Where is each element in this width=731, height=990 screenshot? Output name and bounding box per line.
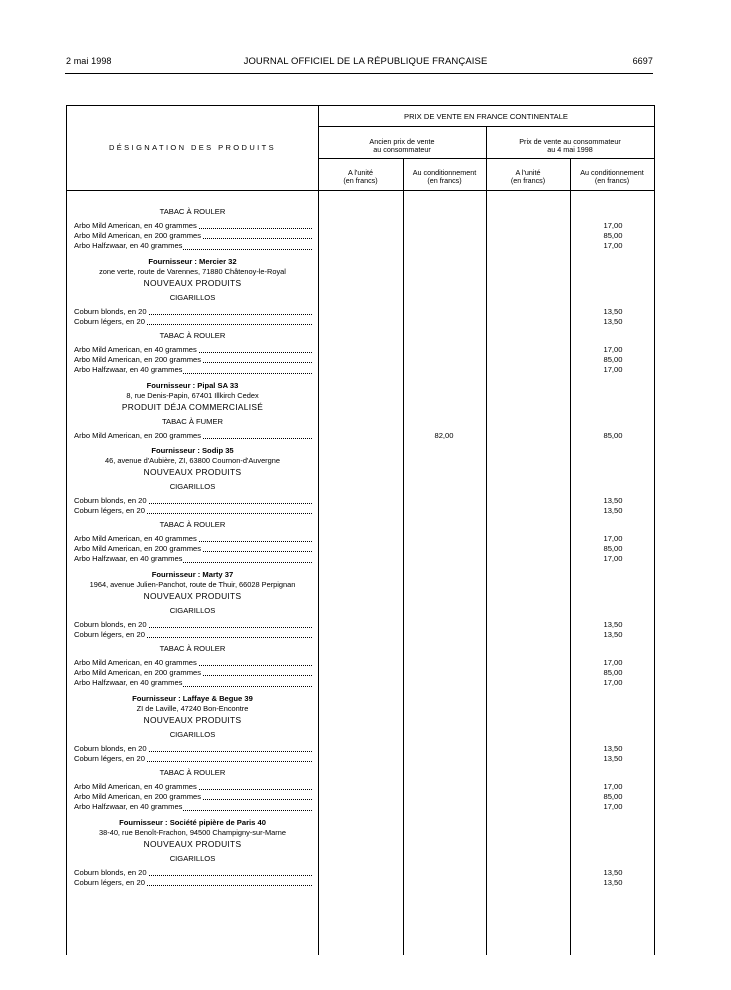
supplier-address-text: 8, rue Denis-Papin, 67401 Illkirch Cedex [126, 390, 259, 400]
supplier-address-text: 38-40, rue Benoît-Frachon, 94500 Champigny-sur-Marne [99, 827, 286, 837]
category-heading [67, 764, 654, 782]
product-label: Arbo Mild American, en 200 grammes [74, 668, 202, 678]
product-row [67, 345, 654, 355]
product-row [67, 365, 654, 375]
cond-line2: (en francs) [427, 176, 462, 185]
new-price-value: 13,50 [603, 629, 623, 639]
product-row [67, 231, 654, 241]
new-price-value: 17,00 [603, 365, 623, 375]
section-heading-text: NOUVEAUX PRODUITS [143, 466, 242, 477]
category-heading-text: CIGARILLOS [169, 481, 216, 491]
product-row [67, 782, 654, 792]
section-heading [67, 590, 654, 602]
product-row [67, 868, 654, 878]
section-heading [67, 838, 654, 850]
header-rule [318, 126, 654, 127]
product-label: Coburn légers, en 20 [74, 316, 145, 326]
cond-line1: Au conditionnement [412, 168, 477, 177]
product-row [67, 534, 654, 544]
ancien-prix-header [318, 138, 486, 154]
category-heading-text: CIGARILLOS [169, 853, 216, 863]
product-label: Arbo Mild American, en 40 grammes [74, 658, 197, 667]
category-heading [67, 203, 654, 221]
cond2-line2: (en francs) [594, 176, 630, 185]
product-label: Arbo Mild American, en 40 grammes [74, 781, 197, 791]
product-row [67, 355, 654, 365]
category-heading [67, 413, 654, 431]
category-heading-text: TABAC À ROULER [159, 207, 226, 216]
unite-line2: (en francs) [343, 176, 378, 185]
unite2-line1: A l'unité [515, 168, 541, 177]
supplier-address [67, 391, 654, 401]
page-date: 2 mai 1998 [66, 56, 112, 66]
product-label: Coburn légers, en 20 [74, 753, 145, 763]
header-rule [67, 190, 654, 191]
product-label: Arbo Mild American, en 40 grammes [74, 344, 197, 354]
section-heading [67, 277, 654, 289]
supplier-name [67, 441, 654, 456]
new-price-value: 17,00 [603, 241, 623, 251]
product-row [67, 221, 654, 231]
product-label: Arbo Halfzwaar, en 40 grammes [74, 802, 183, 812]
journal-title: JOURNAL OFFICIEL DE LA RÉPUBLIQUE FRANÇAISE [243, 56, 488, 67]
ancien-line1: Ancien prix de vente [369, 137, 435, 146]
product-label: Coburn blonds, en 20 [74, 306, 147, 316]
new-price-value: 17,00 [603, 534, 623, 544]
new-price-value: 13,50 [603, 619, 623, 629]
product-row [67, 554, 654, 564]
new-price-value: 85,00 [603, 544, 623, 554]
product-label: Arbo Halfzwaar, en 40 grammes [74, 678, 183, 688]
old-price-value: 82,00 [434, 430, 454, 440]
header-rule [318, 158, 654, 159]
product-label: Arbo Halfzwaar, en 40 grammes [74, 554, 183, 564]
new-price-value: 13,50 [603, 505, 623, 515]
category-heading [67, 726, 654, 744]
new-price-value: 17,00 [603, 221, 623, 230]
product-row [67, 658, 654, 668]
category-heading [67, 478, 654, 496]
nouveau-line2: au 4 mai 1998 [547, 145, 593, 154]
new-price-value: 13,50 [603, 306, 623, 316]
section-heading [67, 714, 654, 726]
product-label: Coburn légers, en 20 [74, 505, 145, 515]
supplier-address-text: 46, avenue d'Aubière, ZI, 63800 Cournon-d'Auvergne [105, 455, 280, 465]
supplier-name-text: Fournisseur : Marty 37 [151, 569, 234, 579]
product-row [67, 878, 654, 888]
supplier-name [67, 376, 654, 391]
new-price-value: 13,50 [603, 495, 623, 505]
category-heading-text: TABAC À ROULER [159, 767, 226, 777]
supplier-address [67, 704, 654, 714]
supplier-address-text: zone verte, route de Varennes, 71880 Châtenoy-le-Royal [99, 266, 286, 276]
product-row [67, 630, 654, 640]
supplier-name-text: Fournisseur : Société pipière de Paris 40 [119, 817, 266, 827]
header-rule [65, 73, 653, 74]
unite-header-new [486, 169, 570, 185]
product-label: Coburn blonds, en 20 [74, 743, 147, 753]
unite-line1: A l'unité [348, 168, 373, 177]
supplier-address-text: ZI de Laville, 47240 Bon-Encontre [136, 703, 249, 713]
new-price-value: 17,00 [603, 554, 623, 564]
table-body [67, 203, 654, 888]
category-heading-text: TABAC À ROULER [159, 644, 226, 653]
product-row [67, 668, 654, 678]
supplier-address [67, 267, 654, 277]
product-label: Coburn blonds, en 20 [74, 619, 147, 629]
new-price-value: 17,00 [603, 781, 623, 791]
category-heading [67, 850, 654, 868]
new-price-value: 85,00 [603, 355, 623, 365]
product-row [67, 792, 654, 802]
supplier-address [67, 580, 654, 590]
supplier-address [67, 456, 654, 466]
new-price-value: 13,50 [603, 877, 623, 887]
cond2-line1: Au conditionnement [580, 168, 644, 177]
product-label: Arbo Halfzwaar, en 40 grammes [74, 365, 183, 375]
unite-header [318, 169, 403, 185]
product-label: Arbo Mild American, en 200 grammes [74, 792, 202, 802]
new-price-value: 13,50 [603, 753, 623, 763]
category-heading [67, 602, 654, 620]
product-row [67, 307, 654, 317]
supplier-name [67, 689, 654, 704]
price-table [66, 105, 655, 955]
supplier-name [67, 565, 654, 580]
category-heading [67, 516, 654, 534]
category-heading [67, 289, 654, 307]
conditionnement-header [403, 169, 486, 185]
product-row [67, 620, 654, 630]
category-heading-text: TABAC À ROULER [159, 520, 226, 530]
product-label: Arbo Mild American, en 200 grammes [74, 231, 202, 241]
product-row [67, 506, 654, 516]
product-label: Arbo Halfzwaar, en 40 grammes [74, 241, 183, 251]
product-label: Arbo Mild American, en 200 grammes [74, 355, 202, 365]
category-heading [67, 327, 654, 345]
new-price-value: 85,00 [603, 430, 623, 440]
supplier-name-text: Fournisseur : Pipal SA 33 [146, 380, 239, 390]
category-heading [67, 640, 654, 658]
product-row [67, 754, 654, 764]
product-label: Coburn blonds, en 20 [74, 495, 147, 505]
supplier-name [67, 813, 654, 828]
new-price-value: 17,00 [603, 344, 623, 354]
supplier-name-text: Fournisseur : Laffaye & Begue 39 [132, 693, 253, 703]
product-row [67, 241, 654, 251]
ancien-line2: au consommateur [373, 145, 431, 154]
supplier-address [67, 828, 654, 838]
new-price-value: 17,00 [603, 678, 623, 688]
product-label: Arbo Mild American, en 40 grammes [74, 221, 197, 230]
new-price-value: 13,50 [603, 743, 623, 753]
product-row [67, 496, 654, 506]
product-row [67, 802, 654, 812]
nouveau-line1: Prix de vente au consommateur [519, 137, 621, 146]
page-number: 6697 [632, 56, 653, 66]
product-row [67, 431, 654, 441]
prix-title: PRIX DE VENTE EN FRANCE CONTINENTALE [404, 112, 568, 121]
designation-header: DÉSIGNATION DES PRODUITS [108, 143, 277, 152]
product-label: Coburn légers, en 20 [74, 629, 145, 639]
category-heading-text: CIGARILLOS [169, 292, 216, 302]
nouveau-prix-header [486, 138, 654, 154]
new-price-value: 13,50 [603, 316, 623, 326]
category-heading-text: CIGARILLOS [169, 605, 216, 615]
new-price-value: 85,00 [603, 231, 623, 241]
section-heading [67, 401, 654, 413]
product-label: Coburn légers, en 20 [74, 877, 145, 887]
product-row [67, 678, 654, 688]
category-heading-text: TABAC À FUMER [161, 416, 224, 426]
new-price-value: 85,00 [603, 668, 623, 678]
new-price-value: 85,00 [603, 792, 623, 802]
section-heading-text: NOUVEAUX PRODUITS [143, 714, 242, 725]
product-row [67, 544, 654, 554]
supplier-name [67, 252, 654, 267]
conditionnement-header-new [570, 169, 654, 185]
product-label: Arbo Mild American, en 40 grammes [74, 534, 197, 544]
section-heading-text: PRODUIT DÉJA COMMERCIALISÉ [121, 401, 264, 412]
section-heading [67, 466, 654, 478]
product-row [67, 317, 654, 327]
supplier-name-text: Fournisseur : Sodip 35 [151, 445, 234, 455]
supplier-name-text: Fournisseur : Mercier 32 [148, 256, 237, 266]
unite2-line2: (en francs) [510, 176, 546, 185]
section-heading-text: NOUVEAUX PRODUITS [143, 590, 242, 601]
product-label: Coburn blonds, en 20 [74, 867, 147, 877]
supplier-address-text: 1964, avenue Julien-Panchot, route de Thuir, 66028 Perpignan [89, 579, 296, 589]
section-heading-text: NOUVEAUX PRODUITS [143, 277, 242, 288]
new-price-value: 13,50 [603, 867, 623, 877]
new-price-value: 17,00 [603, 802, 623, 812]
product-label: Arbo Mild American, en 200 grammes [74, 544, 202, 554]
category-heading-text: TABAC À ROULER [159, 330, 226, 340]
category-heading-text: CIGARILLOS [169, 729, 216, 739]
section-heading-text: NOUVEAUX PRODUITS [143, 838, 242, 849]
new-price-value: 17,00 [603, 658, 623, 667]
product-row [67, 744, 654, 754]
product-label: Arbo Mild American, en 200 grammes [74, 430, 202, 440]
